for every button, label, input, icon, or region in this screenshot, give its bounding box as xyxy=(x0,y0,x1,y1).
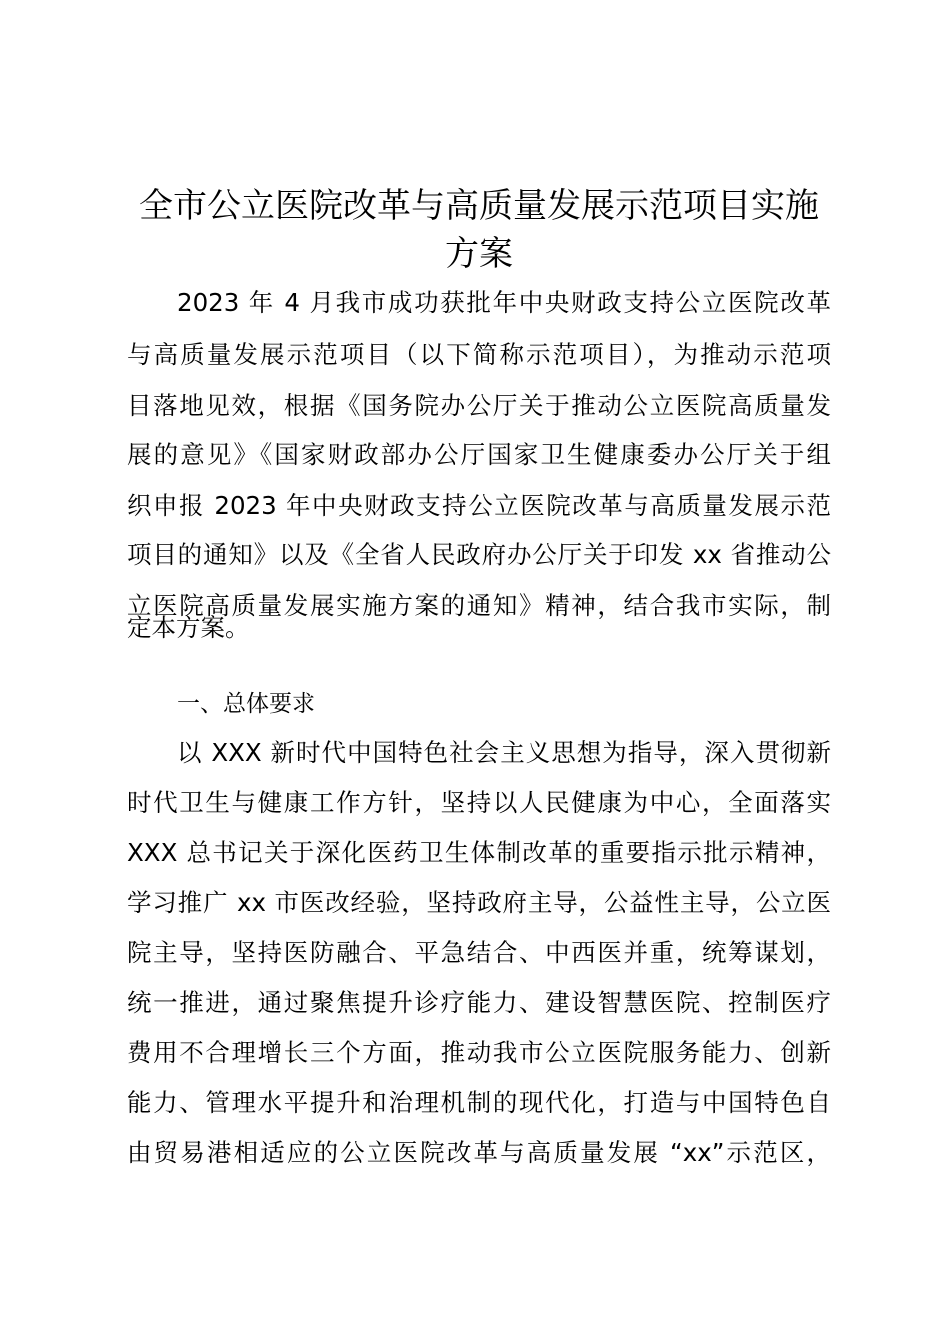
paragraph1-line: 定本方案。 xyxy=(127,613,250,642)
paragraph2-line: 费用不合理增长三个方面，推动我市公立医院服务能力、创新 xyxy=(127,1038,831,1067)
paragraph1-line: 展的意见》《国家财政部办公厅国家卫生健康委办公厅关于组 xyxy=(127,440,831,469)
paragraph1-line: 目落地见效，根据《国务院办公厅关于推动公立医院高质量发 xyxy=(127,391,831,420)
paragraph2-line: XXX 总书记关于深化医药卫生体制改革的重要指示批示精神， xyxy=(127,838,831,867)
paragraph2-line: 以 XXX 新时代中国特色社会主义思想为指导，深入贯彻新 xyxy=(177,738,831,767)
paragraph2-line: 由贸易港相适应的公立医院改革与高质量发展 “xx”示范区， xyxy=(127,1138,831,1167)
paragraph1-line: 项目的通知》以及《全省人民政府办公厅关于印发 xx 省推动公 xyxy=(127,540,831,569)
document-title-line-2: 方案 xyxy=(445,234,513,274)
paragraph1-line: 与高质量发展示范项目（以下简称示范项目），为推动示范项 xyxy=(127,340,831,369)
section-heading: 一、总体要求 xyxy=(177,691,315,717)
paragraph1-line: 织申报 2023 年中央财政支持公立医院改革与高质量发展示范 xyxy=(127,491,831,520)
paragraph2-line: 院主导，坚持医防融合、平急结合、中西医并重，统筹谋划， xyxy=(127,938,831,967)
paragraph1-line: 立医院高质量发展实施方案的通知》精神，结合我市实际，制 xyxy=(127,591,831,620)
paragraph2-line: 学习推广 xx 市医改经验，坚持政府主导，公益性主导，公立医 xyxy=(127,888,831,917)
paragraph2-line: 统一推进，通过聚焦提升诊疗能力、建设智慧医院、控制医疗 xyxy=(127,988,831,1017)
paragraph2-line: 时代卫生与健康工作方针，坚持以人民健康为中心，全面落实 xyxy=(127,788,831,817)
document-title-line-1: 全市公立医院改革与高质量发展示范项目实施 xyxy=(139,186,819,226)
paragraph2-line: 能力、管理水平提升和治理机制的现代化，打造与中国特色自 xyxy=(127,1088,831,1117)
paragraph1-line: 2023 年 4 月我市成功获批年中央财政支持公立医院改革 xyxy=(177,288,831,317)
